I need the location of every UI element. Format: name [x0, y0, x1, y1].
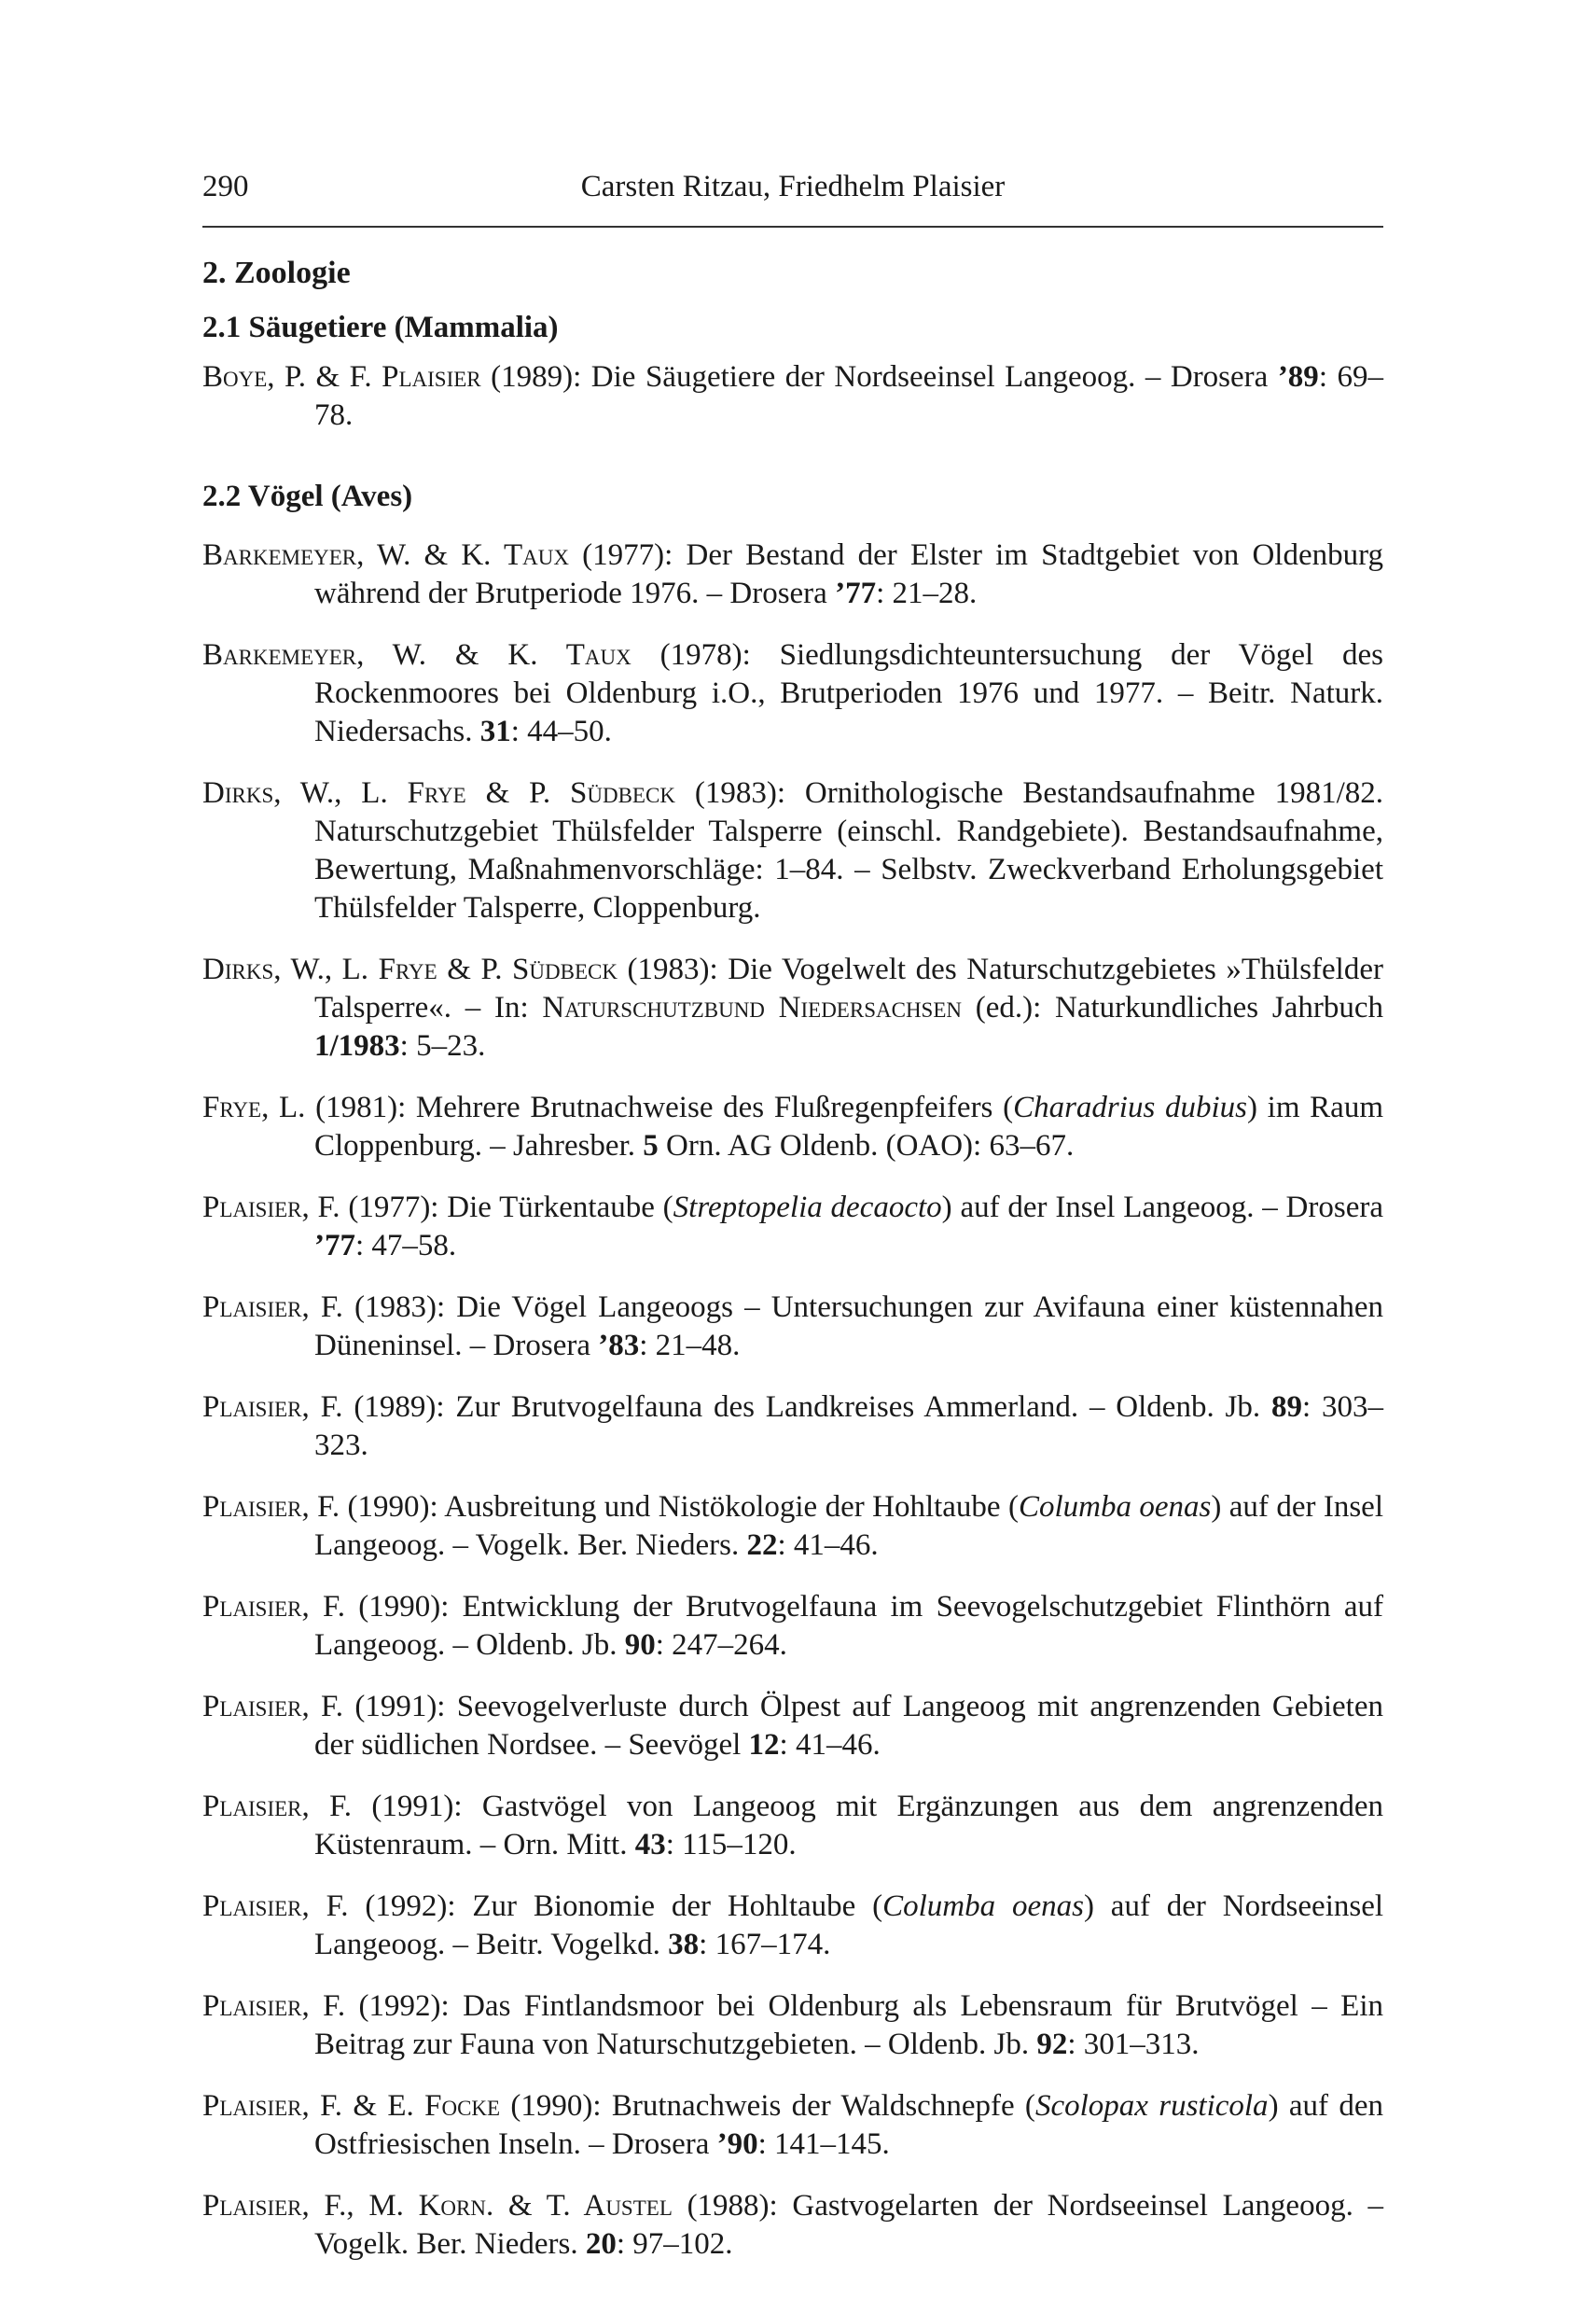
- ref-authors: Frye, L.: [202, 1091, 306, 1124]
- ref-authors: Barkemeyer, W. & K. Taux: [202, 538, 569, 572]
- page-number: 290: [202, 170, 249, 203]
- reference-entry: [202, 1089, 1383, 1165]
- ref-text: (1978): Siedlungsdichteuntersuchung der Vögel des Rockenmoores bei Oldenburg i.O., Brutperioden 1976 und 1977. – Beitr. Naturk. Niedersachs.: [314, 638, 1383, 748]
- ref-volume: 31: [479, 715, 511, 748]
- reference-entry: [202, 1788, 1383, 1864]
- ref-text: (1977): Der Bestand der Elster im Stadtgebiet von Oldenburg während der Brutperiode 1976. – Drosera: [314, 538, 1383, 610]
- ref-pages: : 97–102.: [616, 2227, 733, 2261]
- ref-text: (1989): Die Säugetiere der Nordseeinsel Langeoog. – Drosera: [480, 360, 1278, 394]
- ref-volume: 89: [1270, 1390, 1302, 1424]
- ref-volume: 12: [748, 1728, 780, 1762]
- ref-species: Scolopax rusticola: [1034, 2089, 1269, 2123]
- ref-authors: Plaisier, F.: [202, 1191, 340, 1224]
- ref-volume: ’77: [314, 1229, 355, 1262]
- ref-pages: : 303–323.: [314, 1390, 1383, 1462]
- reference-entry: [202, 774, 1383, 927]
- ref-pages: : 141–145.: [757, 2127, 890, 2161]
- reference-entry: [202, 1388, 1383, 1465]
- ref-text-mid: ) auf der Insel Langeoog. – Drosera: [941, 1191, 1384, 1224]
- ref-volume: 92: [1036, 2028, 1068, 2061]
- ref-text-mid: ) auf den Ostfriesischen Inseln. – Drosera: [314, 2089, 1383, 2161]
- ref-text: (1977): Die Türkentaube (: [340, 1191, 673, 1224]
- page-content: [202, 254, 1383, 2287]
- ref-text: (1990): Ausbreitung und Nistökologie der Hohltaube (: [340, 1490, 1019, 1524]
- ref-volume: ’90: [716, 2127, 758, 2161]
- reference-entry: [202, 2087, 1383, 2164]
- reference-entry: [202, 1189, 1383, 1265]
- ref-text-mid: ) im Raum Cloppenburg. – Jahresber.: [314, 1091, 1383, 1163]
- ref-volume: ’89: [1277, 360, 1319, 394]
- reference-entry: [202, 1888, 1383, 1964]
- ref-species: Columba oenas: [1018, 1490, 1212, 1524]
- ref-pages: : 115–120.: [665, 1828, 797, 1861]
- ref-authors: Plaisier, F.: [202, 1690, 344, 1723]
- ref-text: (1991): Gastvögel von Langeoog mit Ergänzungen aus dem angrenzenden Küstenraum. – Orn. Mitt.: [314, 1790, 1383, 1861]
- ref-volume: 90: [624, 1628, 656, 1662]
- ref-volume: 5: [643, 1129, 659, 1163]
- ref-pages: Orn. AG Oldenb. (OAO): 63–67.: [658, 1129, 1075, 1163]
- ref-authors: Plaisier, F., M. Korn. & T. Austel: [202, 2189, 673, 2223]
- reference-entry: [202, 636, 1383, 751]
- ref-authors: Plaisier, F.: [202, 1590, 345, 1624]
- ref-text-mid: ) auf der Insel Langeoog. – Vogelk. Ber. Nieders.: [314, 1490, 1383, 1562]
- ref-text: (1983): Die Vogelwelt des Naturschutzgebietes »Thülsfelder Talsperre«. – In:: [314, 953, 1383, 1025]
- reference-entry: [202, 1987, 1383, 2064]
- ref-pages: : 5–23.: [399, 1029, 486, 1063]
- reference-entry: [202, 951, 1383, 1066]
- ref-text: (1992): Zur Bionomie der Hohltaube (: [348, 1889, 883, 1923]
- ref-pages: : 21–48.: [639, 1329, 741, 1362]
- section-heading-birds: 2.2 Vögel (Aves): [202, 480, 413, 513]
- reference-entry: [202, 537, 1383, 613]
- reference-entry: [202, 1588, 1383, 1665]
- ref-text: (1988): Gastvogelarten der Nordseeinsel Langeoog. – Vogelk. Ber. Nieders.: [314, 2189, 1383, 2261]
- section-heading-mammals: 2.1 Säugetiere (Mammalia): [202, 311, 559, 344]
- ref-pages: : 69–78.: [314, 360, 1383, 432]
- ref-authors: Plaisier, F.: [202, 1989, 346, 2023]
- ref-authors: Plaisier, F.: [202, 1790, 353, 1823]
- ref-pages: : 301–313.: [1067, 2028, 1200, 2061]
- ref-pages: : 21–28.: [876, 577, 978, 610]
- ref-authors: Plaisier, F.: [202, 1490, 340, 1524]
- reference-entry: [202, 1688, 1383, 1764]
- ref-pages: : 167–174.: [699, 1928, 831, 1961]
- ref-volume: 43: [634, 1828, 666, 1861]
- reference-entry: [202, 2187, 1383, 2264]
- ref-text: (1983): Ornithologische Bestandsaufnahme 1981/82. Naturschutzgebiet Thülsfelder Talsperre (einschl. Randgebiete). Bestandsaufnahme, Bewertung, Maßnahmenvorschläge: 1–84. – Selbstv. Zweckverband Erholungsgebiet Thülsfelder Talsperre, Cloppenburg.: [314, 776, 1383, 925]
- ref-text: (1992): Das Fintlandsmoor bei Oldenburg als Lebensraum für Brutvögel – Ein Beitrag zur Fauna von Naturschutzgebieten. – Oldenb. Jb.: [314, 1989, 1383, 2061]
- ref-text: (1981): Mehrere Brutnachweise des Flußregenpfeifers (: [305, 1091, 1014, 1124]
- ref-text: (1983): Die Vögel Langeoogs – Untersuchungen zur Avifauna einer küstennahen Düneninsel. – Drosera: [314, 1290, 1383, 1362]
- page-header: [202, 170, 1383, 228]
- ref-volume: 1/1983: [314, 1029, 400, 1063]
- ref-volume: ’77: [835, 577, 877, 610]
- ref-pages: : 41–46.: [777, 1528, 879, 1562]
- running-head: Carsten Ritzau, Friedhelm Plaisier: [580, 170, 1006, 203]
- ref-text-mid: ) auf der Nordseeinsel Langeoog. – Beitr. Vogelkd.: [314, 1889, 1384, 1961]
- ref-authors: Barkemeyer, W. & K. Taux: [202, 638, 631, 672]
- ref-species: Columba oenas: [882, 1889, 1084, 1923]
- ref-volume: 22: [746, 1528, 778, 1562]
- ref-text-mid: (ed.): Naturkundliches Jahrbuch: [962, 991, 1383, 1025]
- ref-authors: Plaisier, F. & E. Focke: [202, 2089, 501, 2123]
- ref-publisher: Naturschutzbund Niedersachsen: [542, 991, 962, 1025]
- reference-entry: [202, 1488, 1383, 1565]
- chapter-heading: 2. Zoologie: [202, 256, 351, 290]
- ref-text: (1990): Brutnachweis der Waldschnepfe (: [500, 2089, 1035, 2123]
- ref-authors: Plaisier, F.: [202, 1290, 343, 1324]
- ref-authors: Boye, P. & F. Plaisier: [202, 360, 481, 394]
- ref-authors: Dirks, W., L. Frye & P. Südbeck: [202, 953, 618, 986]
- ref-text: (1991): Seevogelverluste durch Ölpest auf Langeoog mit angrenzenden Gebieten der südlichen Nordsee. – Seevögel: [314, 1690, 1383, 1762]
- ref-pages: : 44–50.: [510, 715, 612, 748]
- ref-text: (1989): Zur Brutvogelfauna des Landkreises Ammerland. – Oldenb. Jb.: [342, 1390, 1271, 1424]
- ref-volume: ’83: [598, 1329, 640, 1362]
- ref-authors: Plaisier, F.: [202, 1390, 343, 1424]
- reference-entry: [202, 358, 1383, 435]
- reference-entry: [202, 1289, 1383, 1365]
- ref-volume: 38: [668, 1928, 700, 1961]
- ref-volume: 20: [585, 2227, 617, 2261]
- ref-authors: Plaisier, F.: [202, 1889, 349, 1923]
- ref-species: Streptopelia decaocto: [673, 1191, 942, 1224]
- ref-text: (1990): Entwicklung der Brutvogelfauna im Seevogelschutzgebiet Flinthörn auf Langeoog. – Oldenb. Jb.: [314, 1590, 1383, 1662]
- ref-pages: : 47–58.: [355, 1229, 457, 1262]
- ref-pages: : 247–264.: [655, 1628, 787, 1662]
- ref-species: Charadrius dubius: [1013, 1091, 1247, 1124]
- ref-pages: : 41–46.: [779, 1728, 881, 1762]
- ref-authors: Dirks, W., L. Frye & P. Südbeck: [202, 776, 675, 810]
